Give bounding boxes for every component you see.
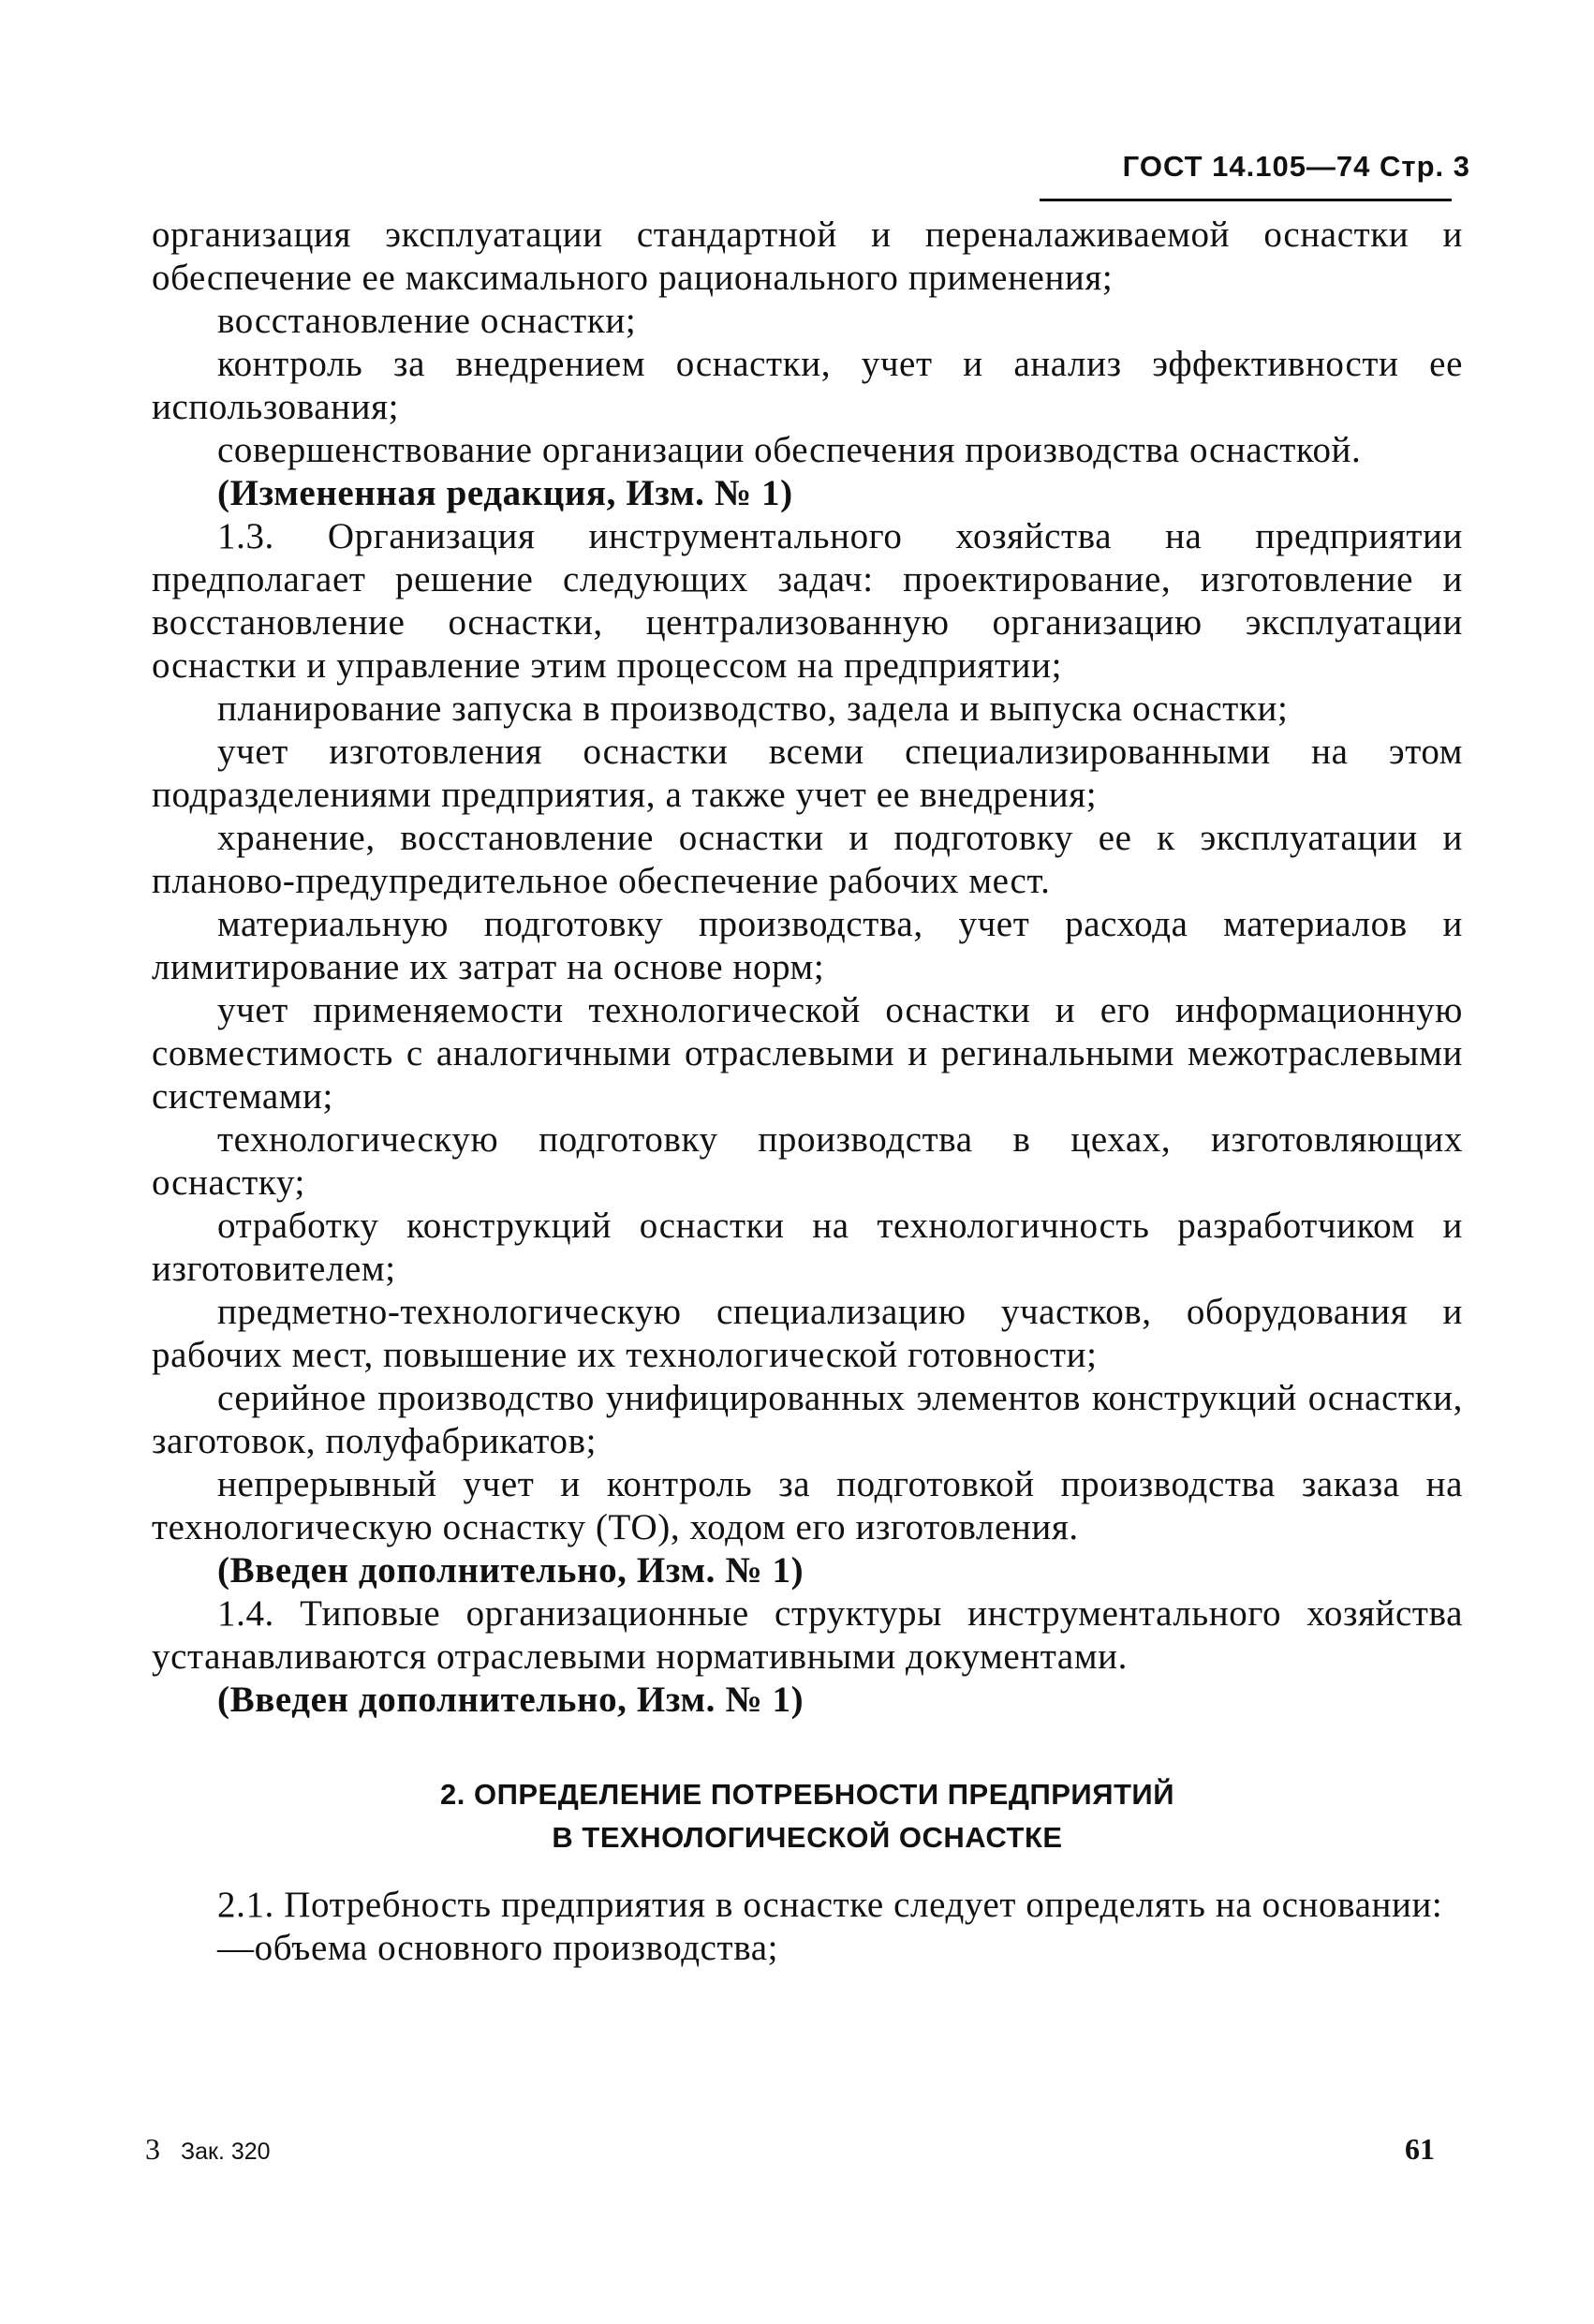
paragraph-2: восстановление оснастки; xyxy=(217,301,637,341)
paragraph-continuous-control: непрерывный учет и контроль за подготовкой производства заказа на технологическую оснастку (ТО), ходом его изготовления. xyxy=(152,1464,1463,1547)
paragraph-design-check: отработку конструкций оснастки на технологичность разработчиком и изготовителем; xyxy=(152,1206,1463,1289)
footer-page-number: 3 xyxy=(145,2132,160,2166)
page-header: ГОСТ 14.105—74 Стр. 3 xyxy=(1122,150,1470,183)
list-item-volume: —объема основного производства; xyxy=(217,1928,779,1968)
paragraph-specialization: предметно-технологическую специализацию участков, оборудования и рабочих мест, повышение их технологической готовности; xyxy=(152,1292,1463,1375)
section-gap xyxy=(152,1722,1463,1773)
footer-sheet-number: 61 xyxy=(1405,2132,1435,2166)
footer-order-number: Зак. 320 xyxy=(181,2139,271,2165)
header-rule xyxy=(1040,199,1452,201)
clause-1-4: 1.4. Типовые организационные структуры инструментального хозяйства устанавливаются отраслевыми нормативными документами. xyxy=(152,1593,1463,1677)
amendment-note-1: (Измененная редакция, Изм. № 1) xyxy=(217,473,793,513)
paragraph-tech-prep: технологическую подготовку производства в цехах, изготовляющих оснастку; xyxy=(152,1119,1463,1203)
clause-2-1: 2.1. Потребность предприятия в оснастке следует определять на основании: xyxy=(217,1885,1443,1925)
amendment-note-2: (Введен дополнительно, Изм. № 1) xyxy=(217,1550,804,1591)
paragraph-applicability: учет применяемости технологической оснастки и его информационную совместимость с аналогичными отраслевыми и регинальными межотраслевыми системами; xyxy=(152,990,1463,1117)
paragraph-3: контроль за внедрением оснастки, учет и анализ эффективности ее использования; xyxy=(152,344,1463,427)
section-title-line-1: 2. ОПРЕДЕЛЕНИЕ ПОТРЕБНОСТИ ПРЕДПРИЯТИЙ xyxy=(439,1778,1174,1811)
section-2-title xyxy=(152,1773,1463,1859)
section-title-line-2: В ТЕХНОЛОГИЧЕСКОЙ ОСНАСТКЕ xyxy=(552,1821,1063,1854)
paragraph-materials: материальную подготовку производства, учет расхода материалов и лимитирование их затрат на основе норм; xyxy=(152,904,1463,987)
footer-left xyxy=(145,2132,271,2167)
clause-1-3: 1.3. Организация инструментального хозяйства на предприятии предполагает решение следующих задач: проектирование, изготовление и восстановление оснастки, централизованную организацию эксплуатации оснастки и управление этим процессом на предприятии; xyxy=(152,516,1463,686)
paragraph-planning: планирование запуска в производство, задела и выпуска оснастки; xyxy=(217,688,1289,729)
document-body xyxy=(152,214,1463,1970)
amendment-note-3: (Введен дополнительно, Изм. № 1) xyxy=(217,1680,804,1720)
paragraph-1: организация эксплуатации стандартной и переналаживаемой оснастки и обеспечение ее максимального рационального применения; xyxy=(152,215,1463,298)
paragraph-accounting: учет изготовления оснастки всеми специализированными на этом подразделениями предприятия, а также учет ее внедрения; xyxy=(152,732,1463,815)
paragraph-serial-production: серийное производство унифицированных элементов конструкций оснастки, заготовок, полуфабрикатов; xyxy=(152,1378,1463,1461)
paragraph-4: совершенствование организации обеспечения производства оснасткой. xyxy=(217,430,1362,470)
paragraph-storage: хранение, восстановление оснастки и подготовку ее к эксплуатации и планово-предупредительное обеспечение рабочих мест. xyxy=(152,818,1463,901)
